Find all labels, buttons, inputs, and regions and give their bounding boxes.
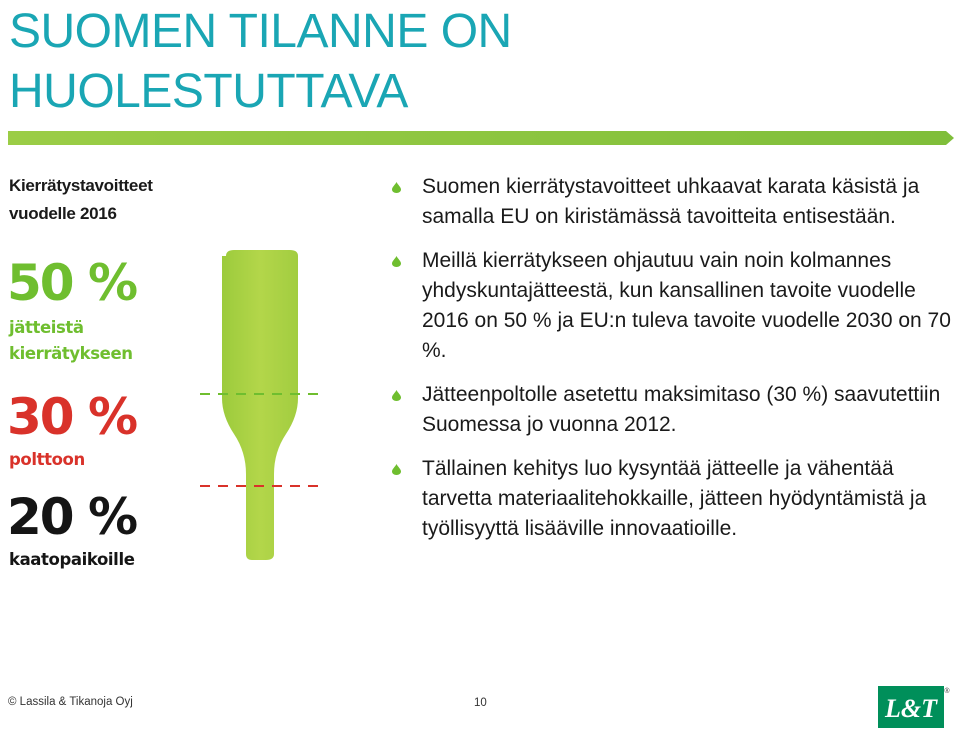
title-divider-bar [8, 131, 954, 145]
bullet-list [392, 172, 957, 558]
bullet-text: Suomen kierrätystavoitteet uhkaavat karata käsistä ja samalla EU on kiristämässä tavoitteita entisestään. [422, 175, 920, 228]
bullet-item [392, 246, 957, 366]
bottle-shape [222, 250, 298, 560]
bullet-drop-icon [392, 182, 401, 193]
slide-title [9, 2, 709, 122]
logo-registered-mark: ® [944, 688, 950, 695]
recycle-label-line2: kierrätykseen [9, 344, 133, 363]
bullet-item [392, 380, 957, 440]
bullet-drop-icon [392, 256, 401, 267]
page-number: 10 [474, 697, 487, 709]
slide-title-line2: HUOLESTUTTAVA [9, 65, 408, 118]
bullet-drop-icon [392, 464, 401, 475]
burn-label: polttoon [9, 450, 85, 469]
lt-logo [878, 686, 950, 728]
infographic-heading-line1: Kierrätystavoitteet [9, 176, 153, 195]
recycle-percentage: 50 % [7, 254, 137, 312]
landfill-label: kaatopaikoille [9, 550, 135, 569]
landfill-percentage: 20 % [7, 488, 137, 546]
bullet-text: Jätteenpoltolle asetettu maksimitaso (30 %) saavutettiin Suomessa jo vuonna 2012. [422, 383, 941, 436]
bullet-item [392, 454, 957, 544]
bullet-text: Meillä kierrätykseen ohjautuu vain noin kolmannes yhdyskuntajätteestä, kun kansallinen tavoite vuodelle 2016 on 50 % ja EU:n tuleva tavoite vuodelle 2030 on 70 %. [422, 249, 951, 362]
bullet-drop-icon [392, 390, 401, 401]
footer-copyright: © Lassila & Tikanoja Oyj [8, 696, 133, 708]
bottle-illustration [200, 248, 320, 568]
bullet-text: Tällainen kehitys luo kysyntää jätteelle ja vähentää tarvetta materiaalitehokkaille, jätteen hyödyntämistä ja työllisyyttä lisääville innovaatioille. [422, 457, 927, 540]
bullet-item [392, 172, 957, 232]
recycling-targets-infographic [0, 160, 380, 590]
logo-text: L&T [885, 694, 937, 723]
burn-percentage: 30 % [7, 388, 137, 446]
infographic-heading-line2: vuodelle 2016 [9, 204, 117, 223]
slide-title-line1: SUOMEN TILANNE ON [9, 5, 512, 58]
recycle-label-line1: jätteistä [9, 318, 84, 337]
